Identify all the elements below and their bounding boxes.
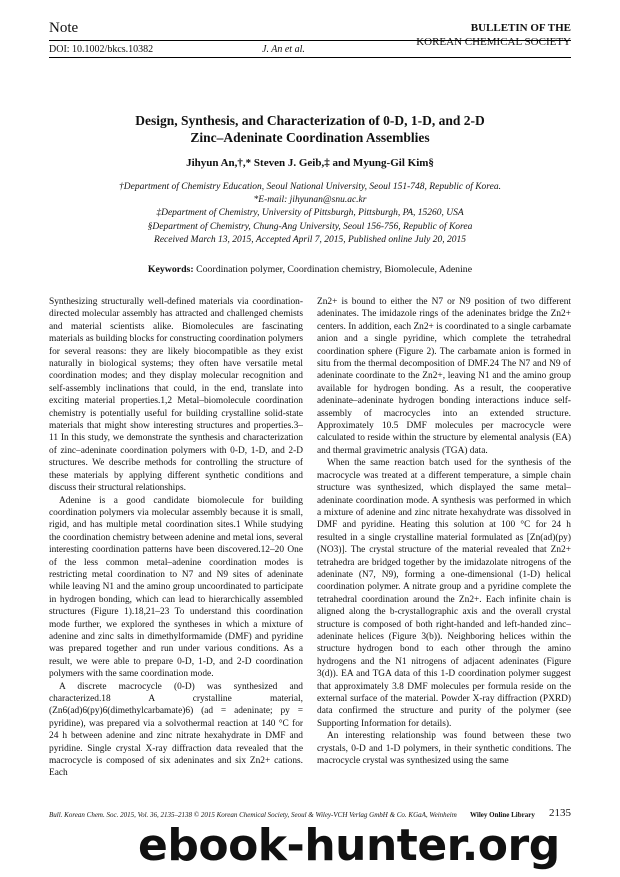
paragraph: A discrete macrocycle (0-D) was synthesized and characterized.18 A crystalline material, (Zn6(ad)6(py)6(dimethylcarbamate)6) (ad = adeninate; py = pyridine), was prepared via a solvothermal reaction at 140 °C for 24 h between adenine and zinc nitrate hexahydrate in DMF and pyridine. Single crystal X-ray diffraction data revealed that the macrocycle is composed of six adeninates and six Zn2+ cations. Each [49,681,303,779]
journal-line1: BULLETIN OF THE [470,22,571,34]
affiliation-3: §Department of Chemistry, Chung-Ang University, Seoul 156-756, Republic of Korea [147,221,473,232]
keywords-text: Coordination polymer, Coordination chemistry, Biomolecule, Adenine [196,264,473,275]
title-line2: Zinc–Adeninate Coordination Assemblies [190,130,430,145]
email: *E-mail: jihyunan@snu.ac.kr [253,195,367,206]
header-rule-top [49,40,571,41]
affiliations [60,181,560,247]
received-dates: Received March 13, 2015, Accepted April 7, 2015, Published online July 20, 2015 [154,234,466,245]
affiliation-1: †Department of Chemistry Education, Seoul National University, Seoul 151-748, Republic of Korea. [119,182,501,192]
paragraph: An interesting relationship was found between these two crystals, 0-D and 1-D polymers, in their synthetic conditions. The macrocycle crystal was synthesized using the same [317,731,571,767]
keywords [60,264,560,275]
doi: DOI: 10.1002/bkcs.10382 [49,44,154,55]
paragraph: Adenine is a good candidate biomolecule for building coordination polymers via molecular assembly because it is small, rigid, and has multiple metal coordination sites.1 While studying the coordination chemistry between adenine and metal ions, several interesting coordination patterns have been discovered.12–20 One of the less common metal–adenine coordination modes is restricting metal coordination to N7 and N9 sites of adeninate while leaving N1 and the amino group uncoordinated to participate in hydrogen bonding, which can lead to hierarchically assembled structures (Figure 1).18,21–23 To understand this coordination mode further, we explored the syntheses in which a mixture of adenine and zinc salts in dimethylformamide (DMF) and pyridine was prepared together and run under various conditions. As a result, we were able to prepare 0-D, 1-D, and 2-D coordination polymers with the same coordination mode. [49,495,303,680]
watermark: ebook-hunter.org [138,820,560,871]
author-list: Jihyun An,†,* Steven J. Geib,‡ and Myung-Gil Kim§ [186,157,434,169]
body-column-left [49,296,303,780]
header-rule-bottom [49,57,571,58]
running-authors: J. An et al. [262,44,305,55]
article-type: Note [49,20,79,36]
paragraph: Synthesizing structurally well-defined materials via coordination-directed molecular assembly has attracted and challenged chemists and material scientists alike. Biomolecules are fascinating materials as building blocks for constructing coordination polymers for several reasons: they are likely biocompatible as they exist naturally in biological systems; they often have versatile metal coordination modes; and they display molecular recognition and self-assembly inclinations that could, in the end, translate into exciting material properties.1,2 Metal–biomolecule coordination chemistry is potentially useful for building crystalline solid-state materials that might show interesting structures and properties.3–11 In this study, we demonstrate the synthesis and characterization of zinc–adeninate coordination polymers with 0-D, 1-D, and 2-D structures. We describe methods for controlling the structure of these materials by applying different synthetic conditions and discuss their structural relationships. [49,297,303,494]
journal-line2: KOREAN CHEMICAL SOCIETY [416,36,571,48]
journal-name [416,21,571,49]
body-column-right [317,296,571,767]
title-line1: Design, Synthesis, and Characterization of 0-D, 1-D, and 2-D [135,113,485,128]
article-title [60,112,560,146]
page-number: 2135 [549,807,571,819]
paragraph: When the same reaction batch used for the synthesis of the macrocycle was treated at a different temperature, a simple chain structure was synthesized, which displayed the same metal–adeninate coordination mode. A synthesis was performed in which a mixture of adenine and zinc nitrate hexahydrate was dissolved in DMF and pyridine. Heating this solution at 100 °C for 24 h resulted in a single crystalline material formulated as [Zn(ad)(py)(NO3)]. The crystal structure of the material revealed that Zn2+ tetrahedra are bridged together by the imidazolate nitrogens of the adeninate (N7, N9), forming a one-dimensional (1-D) helical coordination polymer. A nitrate group and a pyridine complete the tetrahedral coordination around the Zn2+. Each infinite chain is aligned along the b-crystallographic axis and the overall crystal structure is composed of both right-handed and left-handed zinc–adeninate helices (Figure 3(b)). Neighboring helices within the structure hydrogen bond to each other through the amino hydrogens and the N1 nitrogens of adjacent adeninates (Figure 3(d)). EA and TGA data of this 1-D coordination polymer suggest that approximately 3.8 DMF molecules per formula reside on the external surface of the material. Powder X-ray diffraction (PXRD) data confirmed the structure and purity of the polymer (see Supporting Information for details). [317,458,571,729]
paragraph: Zn2+ is bound to either the N7 or N9 position of two different adeninates. The imidazole rings of the adeninates bridge the Zn2+ centers. In addition, each Zn2+ is coordinated to a single carbamate anion and a single pyridine, which complete the tetrahedral coordination sphere (Figure 2). The carbamate anion is formed in situ from the thermal decomposition of DMF.24 The N7 and N9 of adeninate coordinate to the Zn2+, leaving N1 and the amino group available for hydrogen bonding. As a result, the cooperative adeninate–adeninate hydrogen bonding interactions induce self-assembly of macrocycles into an extended structure. Approximately 10.5 DMF molecules per macrocycle were calculated to reside within the structure by elemental analysis (EA) and thermal gravimetric analysis (TGA) data. [317,297,571,456]
keywords-label: Keywords: [147,264,194,275]
footer-library: Wiley Online Library [470,811,535,819]
footer-citation: Bull. Korean Chem. Soc. 2015, Vol. 36, 2135–2138 © 2015 Korean Chemical Society, Seoul & Wiley-VCH Verlag GmbH & Co. KGaA, Weinheim [49,811,457,819]
affiliation-2: ‡Department of Chemistry, University of Pittsburgh, Pittsburgh, PA, 15260, USA [156,208,464,219]
